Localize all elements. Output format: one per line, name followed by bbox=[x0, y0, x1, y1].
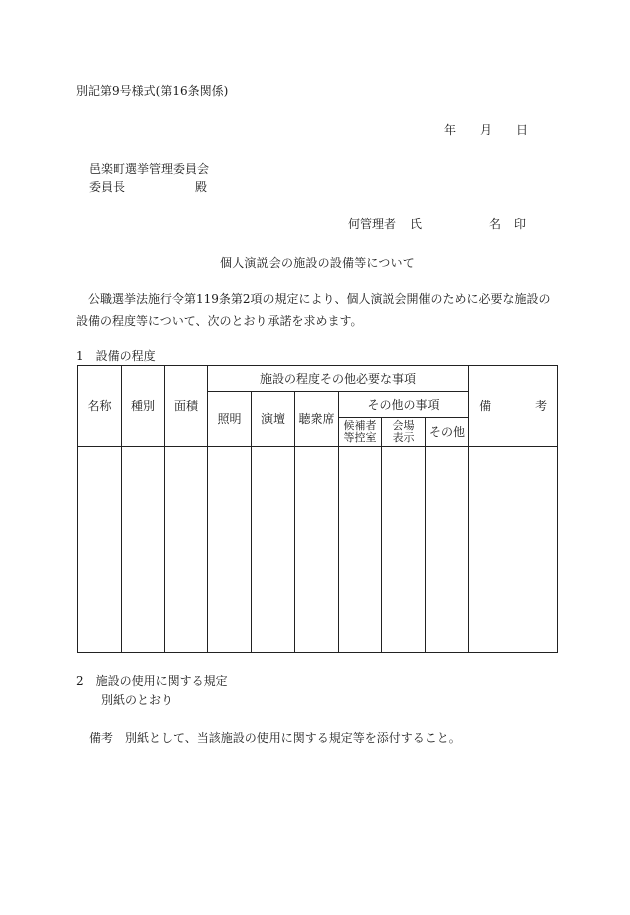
addressee-committee: 邑楽町選挙管理委員会 bbox=[89, 162, 210, 176]
cell-name bbox=[78, 447, 122, 653]
form-label: 別記第9号様式(第16条関係) bbox=[76, 84, 229, 98]
date-line bbox=[444, 123, 528, 137]
sender-shi: 氏 bbox=[410, 217, 423, 231]
sender-name: 名 bbox=[489, 217, 502, 231]
remarks-label-2: 考 bbox=[535, 399, 548, 413]
header-audience: 聴衆席 bbox=[295, 392, 339, 447]
venue-sign-line1: 会場 bbox=[392, 419, 415, 432]
section2-content: 別紙のとおり bbox=[101, 693, 174, 707]
date-year: 年 bbox=[444, 123, 457, 137]
document-title: 個人演説会の施設の設備等について bbox=[220, 256, 415, 270]
remarks-label-1: 備 bbox=[479, 399, 492, 413]
cell-lighting bbox=[208, 447, 252, 653]
cell-remarks bbox=[469, 447, 558, 653]
candidate-room-line1: 候補者 bbox=[343, 419, 377, 432]
cell-other bbox=[426, 447, 469, 653]
addressee-chair: 委員長 bbox=[89, 180, 126, 194]
cell-area bbox=[165, 447, 208, 653]
sender-seal: 印 bbox=[514, 217, 527, 231]
date-month: 月 bbox=[480, 123, 493, 137]
header-area: 面積 bbox=[165, 366, 208, 447]
header-name: 名称 bbox=[78, 366, 122, 447]
cell-audience bbox=[295, 447, 339, 653]
cell-type bbox=[122, 447, 165, 653]
cell-candidate-room bbox=[339, 447, 382, 653]
addressee-honorific: 殿 bbox=[195, 180, 208, 194]
header-other: その他 bbox=[426, 418, 469, 447]
sender-manager: 何管理者 bbox=[348, 217, 397, 231]
header-other-matters: その他の事項 bbox=[339, 392, 469, 418]
header-venue-sign bbox=[382, 418, 426, 447]
note-text: 備考 別紙として、当該施設の使用に関する規定等を添付すること。 bbox=[89, 731, 461, 745]
header-lighting: 照明 bbox=[208, 392, 252, 447]
header-candidate-room bbox=[339, 418, 382, 447]
section2-heading: 2 施設の使用に関する規定 bbox=[76, 674, 228, 688]
body-paragraph bbox=[76, 288, 556, 332]
section1-heading: 1 設備の程度 bbox=[76, 349, 156, 363]
body-text: 公職選挙法施行令第119条第2項の規定により、個人演説会開催のために必要な施設の設備の程度等について、次のとおり承諾を求めます。 bbox=[76, 292, 551, 328]
header-podium: 演壇 bbox=[252, 392, 295, 447]
venue-sign-line2: 表示 bbox=[392, 431, 415, 444]
header-type: 種別 bbox=[122, 366, 165, 447]
equipment-table bbox=[77, 365, 558, 653]
candidate-room-line2: 等控室 bbox=[343, 431, 377, 444]
header-facility-level: 施設の程度その他必要な事項 bbox=[208, 366, 469, 392]
cell-venue-sign bbox=[382, 447, 426, 653]
table-body-row bbox=[78, 447, 558, 653]
date-day: 日 bbox=[516, 123, 529, 137]
header-remarks bbox=[469, 366, 558, 447]
cell-podium bbox=[252, 447, 295, 653]
